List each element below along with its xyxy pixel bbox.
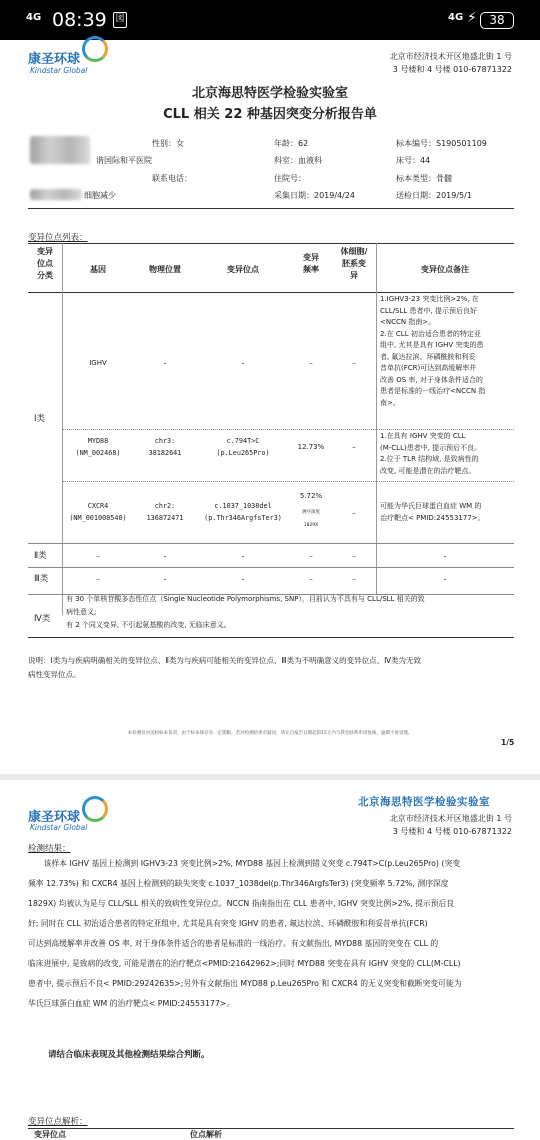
cxcr4-gene: CXCR4 (NM_001008540) bbox=[69, 502, 127, 522]
sample-type: 标本类型：骨髓 bbox=[396, 174, 452, 183]
report-page-2[interactable] bbox=[0, 780, 540, 1140]
class-III-variant: – bbox=[241, 575, 245, 583]
diagnosis: 细胞减少 bbox=[84, 191, 116, 200]
inpatient-number: 住院号： bbox=[274, 174, 306, 183]
header-variant: 变异位点 bbox=[227, 265, 259, 274]
logo-chinese: 康圣环球 bbox=[28, 810, 81, 825]
class-III-position: – bbox=[163, 575, 167, 583]
logo-english: Kindstar Global bbox=[30, 66, 88, 75]
class-II-frequency: – bbox=[309, 552, 313, 560]
analysis-col-variant: 变异位点 bbox=[34, 1130, 66, 1139]
ighv-origin: – bbox=[352, 359, 356, 367]
result-label: 检测结果： bbox=[28, 844, 71, 854]
class-IV-text: 有 30 个单核苷酸多态性位点（Single Nucleotide Polymorphisms, SNP），目前认为不具有与 CLL/SLL 相关的致 病性意义; 有 2 个同义变异, 不引起氨基酸的改变, 无临床意义。 bbox=[66, 595, 425, 629]
logo-chinese: 康圣环球 bbox=[28, 52, 81, 67]
class-I-label: Ⅰ类 bbox=[34, 414, 46, 424]
class-II-gene: – bbox=[96, 552, 100, 560]
class-II-variant: – bbox=[241, 552, 245, 560]
classification-note: 说明：Ⅰ类为与疾病明确相关的变异位点、Ⅱ类为与疾病可能相关的变异位点、Ⅲ类为不明确意义的变异位点、Ⅳ类为无致 病性变异位点。 bbox=[28, 656, 421, 679]
cxcr4-origin: – bbox=[352, 509, 356, 517]
analysis-table-top bbox=[28, 1128, 514, 1129]
page-number: 1/5 bbox=[501, 738, 515, 747]
sample-number: 标本编号：S190501109 bbox=[396, 139, 487, 148]
class-II-origin: – bbox=[352, 552, 356, 560]
ighv-remark: 1.IGHV3-23 突变比例>2%, 在 CLL/SLL 患者中, 提示预后良好 <NCCN 指南>。 2.在 CLL 初治适合患者的特定亚 组中, 尤其是具有 IGHV 突变的患 者, 氟达拉滨、环磷酰胺和利妥 昔单抗(FCR)可达到高缓解率并 改善 OS 率, 对于身体条件适合的 患者是标准的一线治疗<NCCN 指 南>。 bbox=[380, 295, 486, 407]
class-III-remark: – bbox=[443, 575, 447, 583]
header-origin: 体细胞/ 胚系变 异 bbox=[340, 247, 368, 280]
collect-date: 采集日期：2019/4/24 bbox=[274, 191, 356, 200]
myd88-origin: – bbox=[352, 443, 356, 451]
table-top-border bbox=[28, 243, 514, 244]
kindstar-logo-icon bbox=[82, 796, 108, 822]
redacted-name bbox=[30, 136, 90, 164]
row-divider bbox=[28, 567, 514, 568]
analysis-col-interpretation: 位点解析 bbox=[190, 1130, 222, 1139]
cxcr4-remark: 可能为华氏巨球蛋白血症 WM 的 治疗靶点< PMID:24553177>。 bbox=[380, 502, 485, 522]
ighv-gene: IGHV bbox=[89, 359, 107, 367]
class-II-position: – bbox=[163, 552, 167, 560]
row-divider bbox=[62, 481, 514, 482]
address: 北京市经济技术开区地盛北街 1 号 3 号楼和 4 号楼 010-67871322 bbox=[389, 814, 512, 836]
row-divider bbox=[28, 543, 514, 544]
send-date: 送检日期：2019/5/1 bbox=[396, 191, 472, 200]
myd88-position: chr3: 38182641 bbox=[148, 437, 182, 457]
charging-icon: ⚡ bbox=[467, 10, 477, 26]
bed-number: 床号：44 bbox=[396, 156, 431, 165]
redacted-diagnosis bbox=[30, 189, 82, 200]
header-frequency: 变异 频率 bbox=[303, 253, 319, 274]
class-III-gene: – bbox=[96, 575, 100, 583]
battery-icon: 38 bbox=[480, 12, 514, 29]
cxcr4-variant: c.1037_1038del (p.Thr346ArgfsTer3) bbox=[204, 502, 282, 522]
class-II-label: Ⅱ类 bbox=[34, 551, 47, 561]
contact-phone: 联系电话： bbox=[152, 174, 192, 183]
department: 科室：血液科 bbox=[274, 156, 322, 165]
divider bbox=[28, 208, 514, 209]
lab-name: 北京海思特医学检验实验室 bbox=[191, 86, 348, 101]
notification-app-icon: 図 bbox=[113, 12, 127, 28]
cxcr4-frequency: 5.72% 测序深度 1829X bbox=[299, 492, 323, 528]
lab-name: 北京海思特医学检验实验室 bbox=[358, 796, 490, 808]
class-II-remark: – bbox=[443, 552, 447, 560]
myd88-remark: 1.在具有 IGHV 突变的 CLL (M-CLL)患者中, 提示预后不良。 2.位于 TLR 结构域, 是致病性的 改变, 可能是潜在的治疗靶点。 bbox=[380, 432, 482, 475]
myd88-variant: c.794T>C (p.Leu265Pro) bbox=[216, 437, 270, 457]
clinical-advice: 请结合临床表现及其他检测结果综合判断。 bbox=[48, 1050, 210, 1060]
myd88-gene: MYD88 (NM_002468) bbox=[75, 437, 121, 457]
grid-line bbox=[376, 243, 377, 594]
header-gene: 基因 bbox=[90, 265, 106, 274]
variant-list-label: 变异位点列表： bbox=[28, 233, 88, 243]
class-III-origin: – bbox=[352, 575, 356, 583]
result-paragraph: 该样本 IGHV 基因上检测到 IGHV3-23 突变比例>2%, MYD88 基因上检测到错义突变 c.794T>C(p.Leu265Pro) (突变 频率 12.73%) 和 CXCR4 基因上检测到的缺失突变 c.1037_1038del(p.Thr346ArgfsTer3) (突变频率 5.72%, 测序深度 1829X) 均被认为是与 CLL/SLL 相关的致病性变异位点。NCCN 指南指出在 CLL 患者中, IGHV 突变比例>2%, 提示预后良 好; 同时在 CLL 初治适合患者的特定亚组中, 尤其是具有突变 IGHV 的患者, 氟达拉滨、环磷酰胺和利妥昔单抗(FCR) 可达到高缓解率并改善 OS 率, 对于身体条件适合的患者是标准的一线治疗。有文献指出, MYD88 基因的突变在 CLL 的 临床进展中, 是致病的改变, 可能是潜在的治疗靶点<PMID:21642962>;同时 MYD88 突变在具有 IGHV 突变的 CLL(M-CLL) 患者中, 提示预后不良< PMID:29242635>;另外有文献指出 MYD88 p.Leu265Pro 和 CXCR4 的无义突变和截断突变可能为 华氏巨球蛋白血症 WM 的治疗靶点< PMID:24553177>。 bbox=[28, 859, 462, 1008]
cxcr4-position: chr2: 136872471 bbox=[146, 502, 184, 522]
patient-gender: 性别：女 bbox=[152, 139, 184, 148]
class-III-frequency: – bbox=[309, 575, 313, 583]
signal-indicator: 4G bbox=[26, 12, 42, 23]
header-position: 物理位置 bbox=[149, 265, 181, 274]
ighv-variant: – bbox=[241, 359, 245, 367]
myd88-frequency: 12.73% bbox=[297, 443, 325, 451]
network-indicator: 4G bbox=[448, 12, 464, 23]
report-page-1[interactable] bbox=[0, 40, 540, 774]
table-bottom-border bbox=[28, 637, 514, 638]
clock: 08:39 bbox=[52, 9, 107, 31]
patient-age: 年龄：62 bbox=[274, 139, 309, 148]
ighv-frequency: – bbox=[309, 359, 313, 367]
header-bottom-border bbox=[28, 292, 514, 293]
variant-analysis-label: 变异位点解析： bbox=[28, 1117, 88, 1127]
disclaimer: 本检测仅对送检标本负责，由于标本保存有一定期限，若对检测结果有疑问，请在自报告日期起的15天内与我室联系申请复核，逾期不再受理。 bbox=[127, 731, 413, 736]
header-remark: 变异位点备注 bbox=[421, 265, 469, 274]
ighv-position: – bbox=[163, 359, 167, 367]
logo-english: Kindstar Global bbox=[30, 823, 88, 832]
row-divider bbox=[62, 429, 514, 430]
kindstar-logo-icon bbox=[82, 36, 108, 62]
address: 北京市经济技术开区地盛北街 1 号 3 号楼和 4 号楼 010-67871322 bbox=[389, 52, 512, 74]
header-class: 变异 位点 分类 bbox=[37, 247, 53, 280]
class-III-label: Ⅲ类 bbox=[34, 574, 49, 584]
report-title: CLL 相关 22 种基因突变分析报告单 bbox=[163, 107, 377, 122]
hospital: 谐国际和平医院 bbox=[96, 156, 152, 165]
class-IV-label: Ⅳ类 bbox=[34, 614, 51, 624]
status-bar bbox=[0, 0, 540, 40]
